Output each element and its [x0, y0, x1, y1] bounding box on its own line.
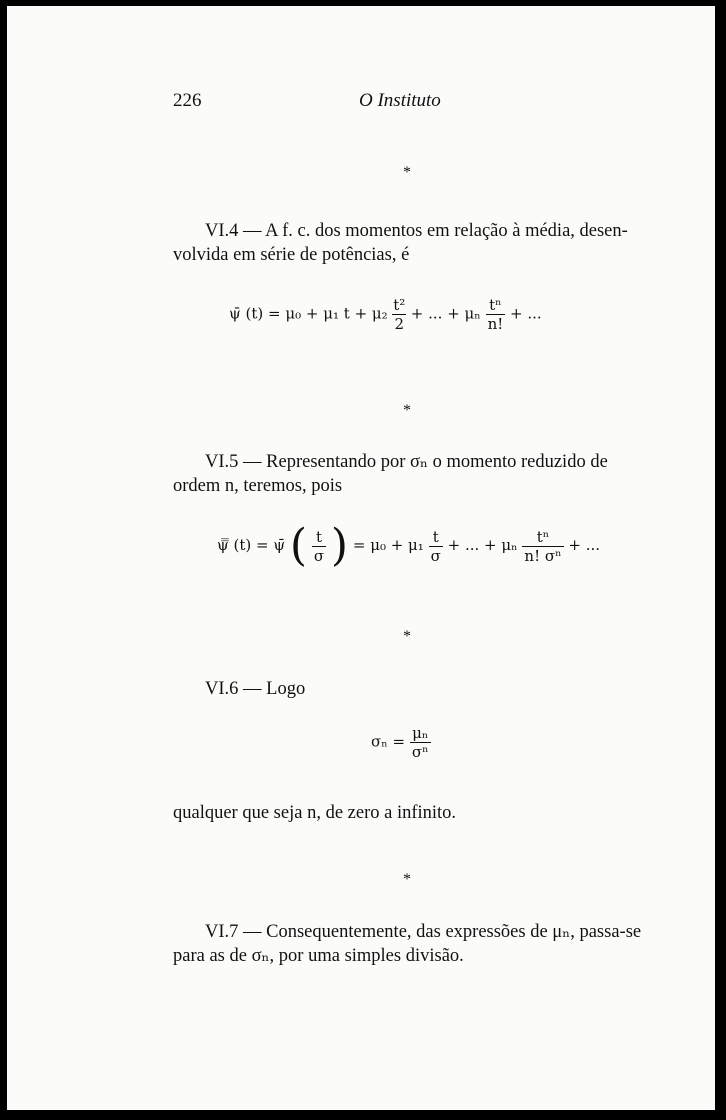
vi6-after-text: qualquer que seja n, de zero a infinito.	[173, 803, 457, 823]
running-title: O Instituto	[359, 90, 441, 111]
vi5-tail: + ...	[568, 536, 601, 554]
vi5-formula	[217, 520, 601, 571]
vi4-formula	[229, 296, 542, 333]
vi5-mid: + ... + μₙ	[447, 536, 518, 554]
vi4-fraction-2: $\frac{\text{tⁿ}}{n!}$	[487, 296, 504, 333]
section-separator: *	[403, 164, 411, 181]
vi4-tail: + ...	[510, 304, 542, 323]
vi4-mid: + ... + μₙ	[410, 304, 481, 323]
vi6-text: VI.6 — Logo	[205, 679, 306, 699]
left-paren: (	[289, 520, 308, 571]
section-separator: *	[403, 871, 411, 888]
vi5-bracket-fraction: $\frac{t}{\sigma}$	[313, 527, 325, 565]
vi5-eq: = μ₀ + μ₁	[352, 536, 424, 554]
vi6-lhs: σₙ =	[371, 732, 406, 751]
vi5-fraction-2: $\frac{\text{tⁿ}}{\text{n! σⁿ}}$	[524, 527, 562, 565]
section-separator: *	[403, 402, 411, 419]
vi6-formula	[371, 724, 431, 761]
vi7-text-line2: para as de σₙ, por uma simples divisão.	[173, 946, 464, 966]
book-page	[7, 6, 715, 1110]
page-number: 226	[173, 90, 202, 111]
section-separator: *	[403, 628, 411, 645]
vi5-text-line2: ordem n, teremos, pois	[173, 476, 343, 496]
vi5-text-line1: VI.5 — Representando por σₙ o momento reduzido de	[205, 452, 608, 472]
vi5-lhs: ψ̿ (t) = ψ̄	[217, 536, 286, 554]
vi6-fraction: $\frac{\text{μₙ}}{\text{σⁿ}}$	[411, 724, 429, 761]
vi4-text-line2: volvida em série de potências, é	[173, 245, 410, 265]
right-paren: )	[330, 520, 349, 571]
vi7-text-line1: VI.7 — Consequentemente, das expressões de μₙ, passa-se	[205, 922, 642, 942]
vi5-fraction-1: $\frac{t}{\sigma}$	[430, 527, 441, 565]
vi4-fraction-1: $\frac{\text{t²}}{2}$	[393, 296, 406, 333]
vi4-text-line1: VI.4 — A f. c. dos momentos em relação à média, desen-	[205, 221, 628, 241]
vi4-terms: μ₀ + μ₁ t + μ₂	[285, 304, 388, 323]
vi4-lhs: ψ̄ (t) =	[229, 304, 281, 323]
